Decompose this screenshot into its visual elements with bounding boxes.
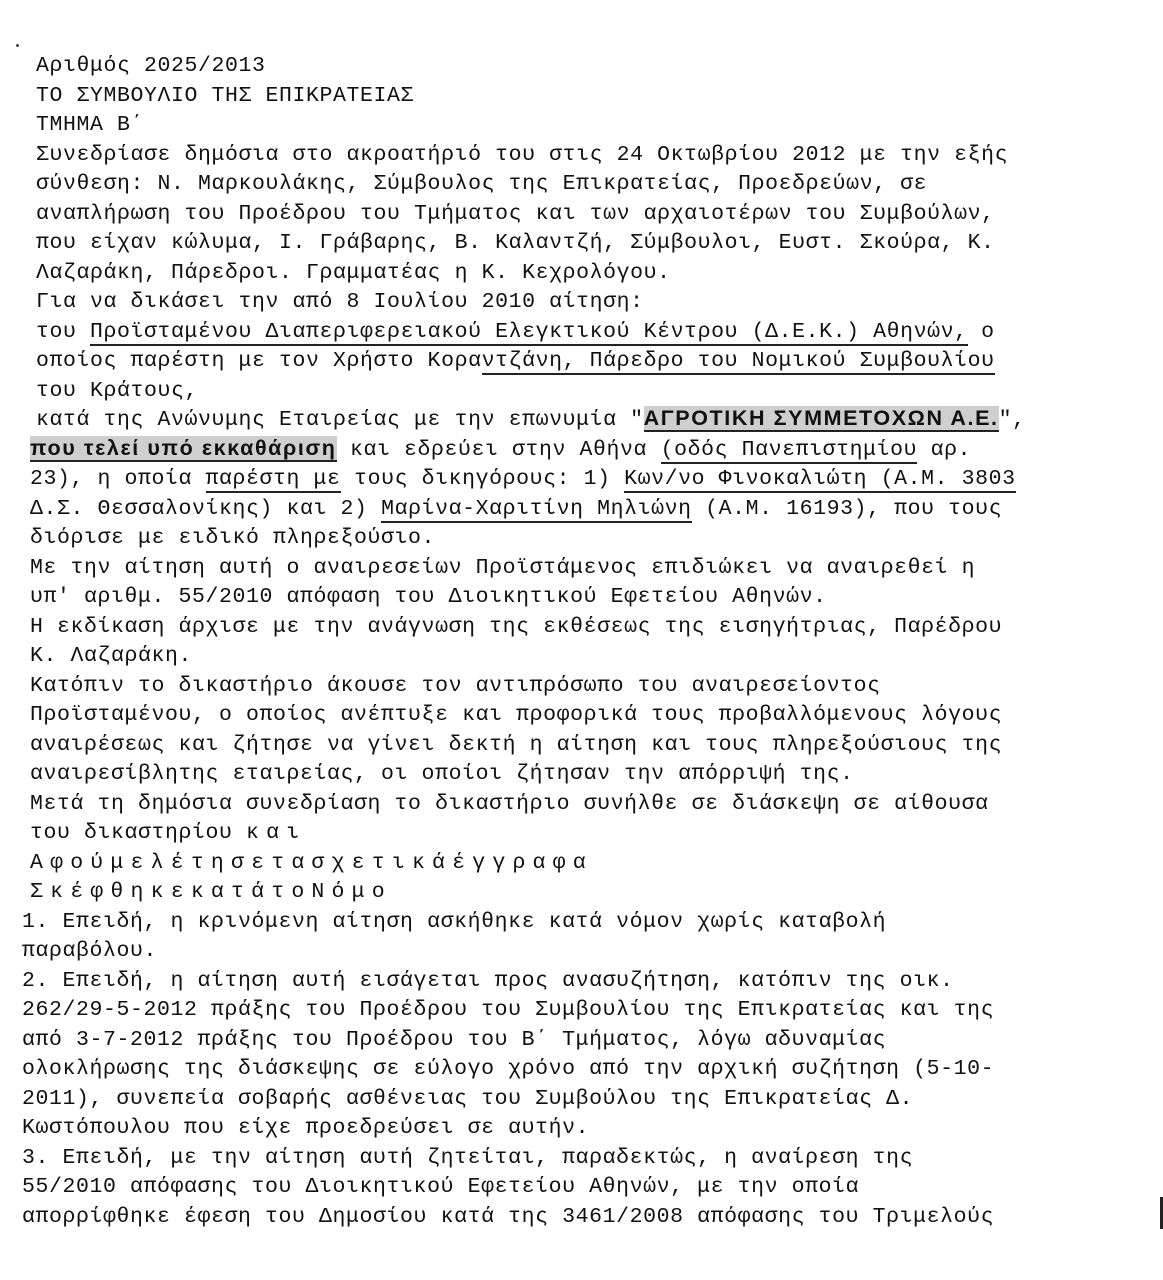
line-text: 262/29-5-2012 πράξης του Προέδρου του Συμβουλίου της Επικρατείας και της	[22, 998, 995, 1022]
document-line	[0, 52, 1163, 82]
highlighted-text: ΑΓΡΟΤΙΚΗ ΣΥΜΜΕΤΟΧΩΝ Α.Ε.	[643, 406, 999, 430]
document-line	[0, 613, 1163, 643]
line-text: αρ.	[917, 437, 972, 462]
line-text: ΤΟ ΣΥΜΒΟΥΛΙΟ ΤΗΣ ΕΠΙΚΡΑΤΕΙΑΣ	[36, 83, 415, 108]
line-text: 2011), συνεπεία σοβαρής ασθένειας του Συμβούλου της Επικρατείας Δ.	[22, 1086, 914, 1111]
document-line	[0, 259, 1163, 289]
line-text: Για να δικάσει την από 8 Ιουλίου 2010 αίτηση:	[36, 290, 644, 314]
line-text: παραβόλου.	[22, 939, 158, 963]
document-line	[0, 996, 1163, 1026]
line-text: απορρίφθηκε έφεση του Δημοσίου κατά της 3461/2008 απόφασης του Τριμελούς	[22, 1204, 995, 1229]
line-text: 55/2010 απόφασης του Διοικητικού Εφετείου Αθηνών, με την οποία	[22, 1175, 860, 1199]
underlined-text: Μαρίνα-Χαριτίνη Μηλιώνη	[381, 496, 692, 521]
document-line	[0, 495, 1163, 525]
line-text: αναιρέσεως και ζήτησε να γίνει δεκτή η αίτηση και τους πληρεξούσιους της	[30, 732, 1003, 757]
line-text: (Α.Μ. 16193), που τους	[691, 496, 1003, 521]
line-text: Δ.Σ. Θεσσαλονίκης) και 2)	[30, 496, 382, 521]
line-text: και εδρεύει στην Αθήνα	[336, 437, 661, 462]
document-line	[0, 465, 1163, 495]
line-text: του Κράτους,	[36, 378, 199, 403]
document-line	[0, 967, 1163, 997]
line-text: σύνθεση: Ν. Μαρκουλάκης, Σύμβουλος της Επικρατείας, Προεδρεύων, σε	[36, 172, 928, 196]
spaced-heading-text: ΣκέφθηκεκατάτοΝόμο	[30, 880, 392, 904]
document-line	[0, 1085, 1163, 1115]
document-line	[0, 790, 1163, 820]
document-line	[0, 1144, 1163, 1174]
line-text: τους δικηγόρους: 1)	[340, 467, 625, 491]
document-line	[0, 731, 1163, 761]
document-line	[0, 229, 1163, 259]
line-text: από 3-7-2012 πράξης του Προέδρου του Β΄ Τμήματος, λόγω αδυναμίας	[22, 1027, 887, 1052]
document-line	[0, 347, 1163, 377]
document-line	[0, 436, 1163, 466]
line-text: Αριθμός 2025/2013	[36, 54, 266, 78]
line-text: αναπλήρωση του Προέδρου του Τμήματος και των αρχαιοτέρων του Συμβούλων,	[36, 201, 995, 226]
line-text: του	[36, 319, 91, 344]
document-line	[0, 554, 1163, 584]
scan-speck	[16, 44, 19, 47]
document-line	[0, 524, 1163, 554]
line-text: Λαζαράκη, Πάρεδροι. Γραμματέας η Κ. Κεχρολόγου.	[36, 260, 671, 285]
line-text: αναιρεσίβλητης εταιρείας, οι οποίοι ζήτησαν την απόρριψή της.	[30, 762, 854, 786]
underlined-text: Προϊσταμένου Διαπεριφερειακού Ελεγκτικού Κέντρου (Δ.Ε.Κ.) Αθηνών,	[90, 319, 968, 344]
highlighted-text: που τελεί υπό εκκαθάριση	[30, 435, 337, 460]
line-text: Μετά τη δημόσια συνεδρίαση το δικαστήριο συνήλθε σε διάσκεψη σε αίθουσα	[30, 791, 989, 816]
line-text: 23), η οποία	[30, 467, 206, 491]
document-line	[0, 760, 1163, 790]
document-line	[0, 849, 1163, 879]
document-line	[0, 200, 1163, 230]
document-line	[0, 1026, 1163, 1056]
line-text: 3. Επειδή, με την αίτηση αυτή ζητείται, παραδεκτώς, η αναίρεση της	[22, 1145, 914, 1170]
document-line	[0, 583, 1163, 613]
document-line	[0, 1114, 1163, 1144]
line-text: 2. Επειδή, η αίτηση αυτή εισάγεται προς ανασυζήτηση, κατόπιν της οικ.	[22, 968, 954, 993]
document-line	[0, 672, 1163, 702]
line-text: που είχαν κώλυμα, Ι. Γράβαρης, Β. Καλαντζή, Σύμβουλοι, Ευστ. Σκούρα, Κ.	[36, 231, 995, 255]
underlined-text: Κων/νο Φινοκαλιώτη (Α.Μ. 3803	[624, 467, 1016, 491]
document-line	[0, 318, 1163, 348]
document-line	[0, 642, 1163, 672]
document-line	[0, 406, 1163, 436]
line-text: ",	[998, 408, 1026, 432]
document-line	[0, 819, 1163, 849]
document-line	[0, 141, 1163, 171]
document-line	[0, 377, 1163, 407]
line-text: Με την αίτηση αυτή ο αναιρεσείων Προϊστάμενος επιδιώκει να αναιρεθεί η	[30, 555, 976, 580]
line-text: οποίος παρέστη με τον Χρήστο Κορα	[36, 349, 482, 373]
line-text: 1. Επειδή, η κρινόμενη αίτηση ασκήθηκε κατά νόμον χωρίς καταβολή	[22, 909, 887, 934]
spaced-heading-text: Αφούμελέτησετασχετικάέγγραφα	[30, 850, 593, 875]
document-line	[0, 937, 1163, 967]
line-text: ολοκλήρωσης της διάσκεψης σε εύλογο χρόνο από την αρχική συζήτηση (5-10-	[22, 1057, 995, 1081]
document-line	[0, 288, 1163, 318]
line-text: υπ' αριθμ. 55/2010 απόφαση του Διοικητικού Εφετείου Αθηνών.	[30, 585, 827, 609]
document-line	[0, 111, 1163, 141]
document-line	[0, 82, 1163, 112]
line-text: Κ. Λαζαράκη.	[30, 644, 193, 668]
line-text: Κατόπιν το δικαστήριο άκουσε τον αντιπρόσωπο του αναιρεσείοντος	[30, 673, 881, 698]
document-line	[0, 1203, 1163, 1233]
line-text: Προϊσταμένου, ο οποίος ανέπτυξε και προφορικά τους προβαλλόμενους λόγους	[30, 703, 1003, 727]
line-text: Συνεδρίασε δημόσια στο ακροατήριό του στις 24 Οκτωβρίου 2012 με την εξής	[36, 142, 1009, 167]
underlined-text: ντζάνη, Πάρεδρο του Νομικού Συμβουλίου	[481, 349, 995, 373]
line-text: του δικαστηρίου	[30, 821, 247, 845]
document-line	[0, 1173, 1163, 1203]
line-text: ο	[967, 319, 995, 344]
document-body	[0, 52, 1163, 1232]
document-line	[0, 701, 1163, 731]
line-text: Η εκδίκαση άρχισε με την ανάγνωση της εκθέσεως της εισηγήτριας, Παρέδρου	[30, 614, 1003, 639]
document-line	[0, 170, 1163, 200]
line-text: κατά της Ανώνυμης Εταιρείας με την επωνυμία "	[36, 408, 644, 432]
document-line	[0, 908, 1163, 938]
underlined-text: (οδός Πανεπιστημίου	[660, 437, 918, 462]
line-text: διόρισε με ειδικό πληρεξούσιο.	[30, 526, 436, 550]
line-text: Κωστόπουλου που είχε προεδρεύσει σε αυτήν.	[22, 1116, 590, 1140]
document-line	[0, 1055, 1163, 1085]
line-text: ΤΜΗΜΑ Β΄	[36, 113, 145, 137]
underlined-text: παρέστη με	[205, 467, 341, 491]
document-line	[0, 878, 1163, 908]
spaced-heading-text: και	[246, 821, 307, 845]
